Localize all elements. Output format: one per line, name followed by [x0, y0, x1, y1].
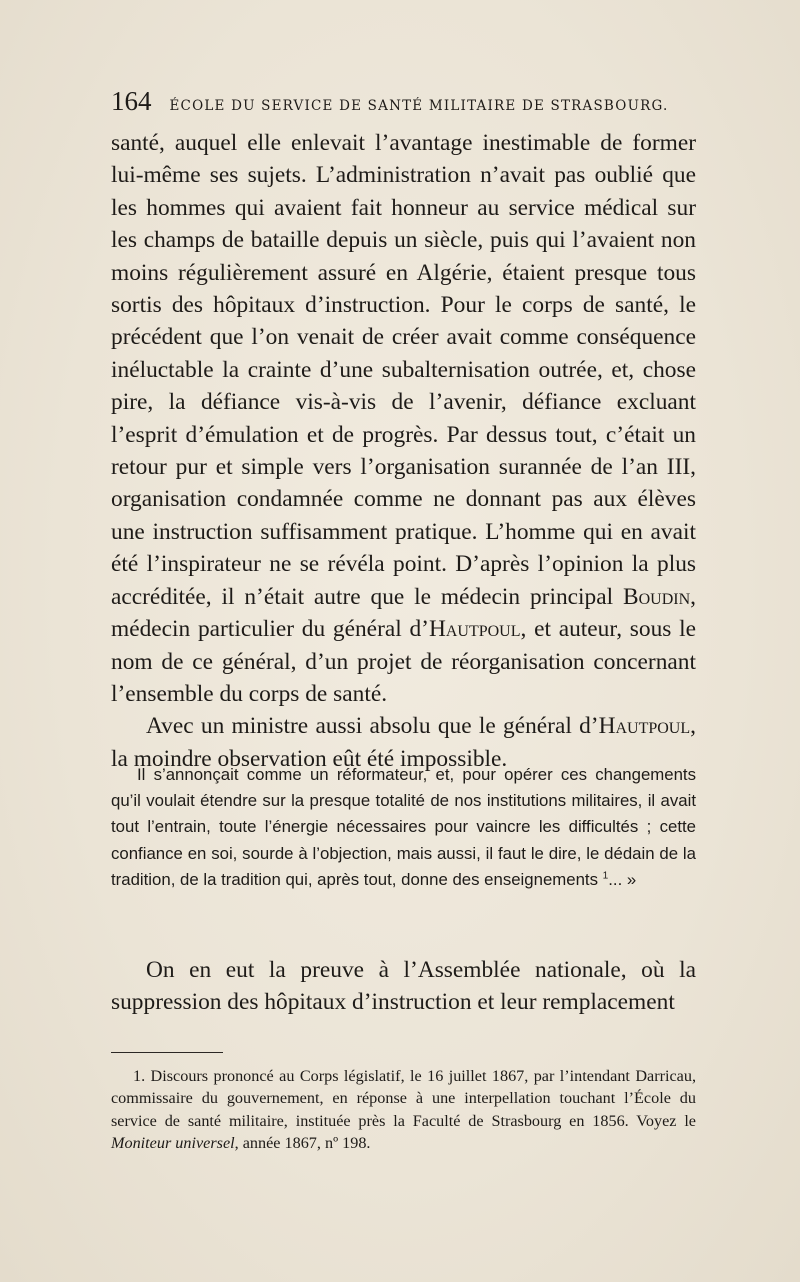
footnote-text-b: , année 1867, nº 198. [234, 1134, 371, 1153]
footnote-text-a: Discours prononcé au Corps législatif, le 16 juillet 1867, par l’intendant Darricau, commissaire du gouvernement, en réponse à une interpellation touchant l’École du service de santé militaire, instituée près la Faculté de Strasbourg en 1856. Voyez le [111, 1067, 696, 1130]
main-text-continued [111, 954, 696, 1019]
person-name-hautpoul-2: Hautpoul [598, 713, 691, 740]
paragraph-3: On en eut la preuve à l’Assemblée nationale, où la suppression des hôpitaux d’instruction et leur remplacement [111, 957, 696, 1016]
quotation [111, 762, 696, 893]
paragraph-2-text-b: , la moindre observation eût été impossible. [111, 713, 696, 772]
page-number: 164 [111, 86, 152, 116]
paragraph-1-text-a: santé, auquel elle enlevait l’avantage inestimable de former lui-même ses sujets. L’administration n’avait pas oublié que les hommes qui avaient fait honneur au service médical sur les champs de bataille depuis un siècle, puis qui l’avaient non moins régulièrement assuré en Algérie, étaient presque tous sortis des hôpitaux d’instruction. Pour le corps de santé, le précédent que l’on venait de créer avait comme conséquence inéluctable la crainte d’une subalternisation outrée, et, chose pire, la défiance vis-à-vis de l’avenir, défiance excluant l’esprit d’émulation et de progrès. Par dessus tout, c’était un retour pur et simple vers l’organisation surannée de l’an III, organisation condamnée comme ne donnant pas aux élèves une instruction suffisamment pratique. L’homme qui en avait été l’inspirateur ne se révéla point. D’après l’opinion la plus accréditée, il n’était autre que le médecin principal [111, 130, 696, 610]
page-header [111, 86, 711, 116]
footnote-reference: 1 [602, 870, 609, 882]
paragraph-2-text-a: Avec un ministre aussi absolu que le général d’ [146, 713, 599, 740]
paragraph-1-text-b: , médecin particulier du général d’ [111, 583, 696, 643]
quotation-text: Il s’annonçait comme un réformateur, et, pour opérer ces changements qu’il voulait étendre sur la presque totalité de nos institutions militaires, il avait tout l’entrain, toute l’énergie nécessaires pour vaincre les difficultés ; cette confiance en soi, sourde à l’objection, mais aussi, il faut le dire, le dédain de la tradition, de la tradition qui, après tout, donne des enseignements [111, 765, 696, 889]
person-name-hautpoul: Hautpoul [428, 616, 521, 643]
quotation-paragraph [111, 762, 696, 893]
running-title: ÉCOLE DU SERVICE DE SANTÉ MILITAIRE DE STRASBOURG. [169, 98, 669, 114]
person-name-boudin: Boudin [622, 583, 691, 610]
quotation-ending: ... » [608, 869, 637, 889]
footnote-paragraph [111, 1065, 696, 1155]
paragraph-1 [111, 127, 696, 710]
footnote [111, 1065, 696, 1155]
paragraph-1-text-c: , et auteur, sous le nom de ce général, d’un projet de réorganisation concernant l’ensemble du corps de santé. [111, 616, 696, 707]
footnote-number: 1. [133, 1067, 146, 1085]
footnote-source-title: Moniteur universel [111, 1134, 235, 1153]
main-text [111, 127, 696, 775]
footnote-divider [111, 1052, 223, 1053]
